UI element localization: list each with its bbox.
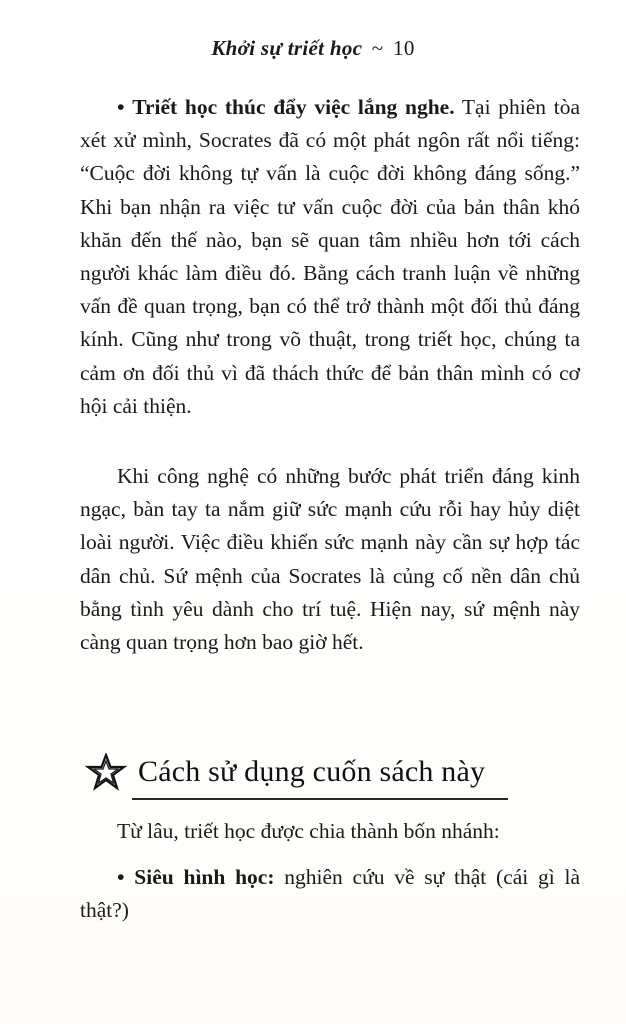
paragraph-branches-intro: Từ lâu, triết học được chia thành bốn nhánh: — [117, 819, 500, 843]
section-heading-text: Cách sử dụng cuốn sách này — [138, 755, 486, 788]
running-header — [0, 36, 626, 61]
paragraph-listening — [80, 91, 580, 423]
paragraph-metaphysics — [80, 861, 580, 927]
paragraph-text: Tại phiên tòa xét xử mình, Socrates đã có một phát ngôn rất nổi tiếng: “Cuộc đời không tự vấn là cuộc đời không đáng sống.” Khi bạn nhận ra việc tư vấn cuộc đời của bản thân khó khăn đến thế nào, bạn sẽ quan tâm nhiều hơn tới cách người khác làm điều đó. Bằng cách tranh luận về những vấn đề quan trọng, bạn có thể trở thành một đối thủ đáng kính. Cũng như trong võ thuật, trong triết học, chúng ta cảm ơn đối thủ vì đã thách thức để bản thân mình có cơ hội cải thiện. — [80, 95, 581, 418]
header-separator: ~ — [371, 36, 384, 60]
bullet-mark: • — [117, 865, 125, 889]
star-outline-icon — [84, 753, 128, 791]
heading-underline — [132, 798, 508, 800]
paragraph-text: nghiên cứu về sự thật (cái gì là thật?) — [80, 865, 581, 923]
bullet-lead: Triết học thúc đẩy việc lắng nghe. — [132, 95, 455, 119]
section-heading — [84, 753, 514, 791]
bullet-mark: • — [117, 95, 125, 119]
page-number: 10 — [393, 36, 415, 60]
paragraph-technology: Khi công nghệ có những bước phát triển đáng kinh ngạc, bàn tay ta nắm giữ sức mạnh cứu rỗi hay hủy diệt loài người. Việc điều khiển sức mạnh này cần sự hợp tác dân chủ. Sứ mệnh của Socrates là củng cố nền dân chủ bằng tình yêu dành cho trí tuệ. Hiện nay, sứ mệnh này càng quan trọng hơn bao giờ hết. — [80, 464, 580, 655]
bullet-lead: Siêu hình học: — [134, 865, 275, 889]
header-title: Khởi sự triết học — [211, 36, 363, 60]
